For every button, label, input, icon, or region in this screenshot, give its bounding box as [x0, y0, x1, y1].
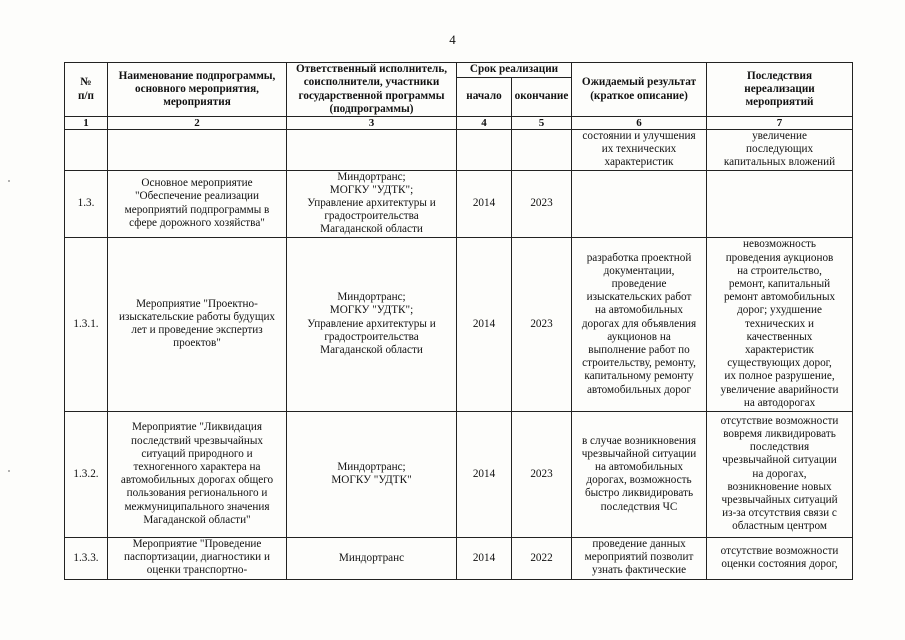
row-consequences — [707, 170, 853, 237]
row-num: 1.3.1. — [65, 237, 108, 411]
row-result: состоянии и улучшения их технических характеристик — [572, 130, 707, 171]
column-number: 3 — [287, 117, 457, 130]
table-row — [65, 237, 853, 411]
row-result: в случае возникновения чрезвычайной ситуации на автомобильных дорогах, возможность быстро ликвидировать последствия ЧС — [572, 411, 707, 537]
row-start: 2014 — [457, 237, 512, 411]
column-number: 6 — [572, 117, 707, 130]
column-number: 2 — [108, 117, 287, 130]
row-consequences: увеличение последующих капитальных вложений — [707, 130, 853, 171]
row-num — [65, 130, 108, 171]
row-num: 1.3. — [65, 170, 108, 237]
row-start: 2014 — [457, 170, 512, 237]
row-num: 1.3.2. — [65, 411, 108, 537]
header-end: окончание — [512, 78, 572, 117]
table-row — [65, 537, 853, 579]
row-num: 1.3.3. — [65, 537, 108, 579]
row-consequences: невозможность проведения аукционов на строительство, ремонт, капитальный ремонт автомобильных дорог; ухудшение технических и качественных характеристик существующих дорог, их полное разрушение, увеличение аварийности на автодорогах — [707, 237, 853, 411]
row-end — [512, 130, 572, 171]
table-row — [65, 170, 853, 237]
row-executor: Миндортранс; МОГКУ "УДТК" — [287, 411, 457, 537]
row-consequences: отсутствие возможности оценки состояния дорог, — [707, 537, 853, 579]
header-result: Ожидаемый результат (краткое описание) — [572, 63, 707, 117]
scan-speck — [8, 180, 10, 182]
row-name: Мероприятие "Проектно- изыскательские работы будущих лет и проведение экспертиз проектов" — [108, 237, 287, 411]
program-table — [64, 62, 853, 580]
header-executor: Ответственный исполнитель, соисполнители, участники государственной программы (подпрограммы) — [287, 63, 457, 117]
row-end: 2023 — [512, 237, 572, 411]
row-executor — [287, 130, 457, 171]
header-start: начало — [457, 78, 512, 117]
column-number: 4 — [457, 117, 512, 130]
header-term: Срок реализации — [457, 63, 572, 78]
row-end: 2022 — [512, 537, 572, 579]
column-number: 5 — [512, 117, 572, 130]
row-name: Мероприятие "Проведение паспортизации, диагностики и оценки транспортно- — [108, 537, 287, 579]
table-header-row — [65, 63, 853, 78]
column-number: 7 — [707, 117, 853, 130]
row-result: проведение данных мероприятий позволит узнать фактические — [572, 537, 707, 579]
header-name: Наименование подпрограммы, основного мероприятия, мероприятия — [108, 63, 287, 117]
scan-speck — [8, 470, 10, 472]
column-number-row — [65, 117, 853, 130]
row-start — [457, 130, 512, 171]
row-executor: Миндортранс; МОГКУ "УДТК"; Управление архитектуры и градостроительства Магаданской области — [287, 237, 457, 411]
row-result: разработка проектной документации, проведение изыскательских работ на автомобильных дорогах для объявления аукционов на выполнение работ по строительству, ремонту, капитальному ремонту автомобильных дорог — [572, 237, 707, 411]
row-name: Мероприятие "Ликвидация последствий чрезвычайных ситуаций природного и техногенного характера на автомобильных дорогах общего пользования регионального и межмуниципального значения Магаданской области" — [108, 411, 287, 537]
table-row — [65, 411, 853, 537]
row-consequences: отсутствие возможности вовремя ликвидировать последствия чрезвычайной ситуации на дорогах, возникновение новых чрезвычайных ситуаций из-за отсутствия связи с областным центром — [707, 411, 853, 537]
row-executor: Миндортранс; МОГКУ "УДТК"; Управление архитектуры и градостроительства Магаданской области — [287, 170, 457, 237]
row-result — [572, 170, 707, 237]
header-consequences: Последствия нереализации мероприятий — [707, 63, 853, 117]
row-start: 2014 — [457, 411, 512, 537]
row-executor: Миндортранс — [287, 537, 457, 579]
header-num: № п/п — [65, 63, 108, 117]
row-end: 2023 — [512, 170, 572, 237]
row-start: 2014 — [457, 537, 512, 579]
table-row — [65, 130, 853, 171]
page-number: 4 — [449, 32, 456, 47]
row-name — [108, 130, 287, 171]
row-end: 2023 — [512, 411, 572, 537]
row-name: Основное мероприятие "Обеспечение реализации мероприятий подпрограммы в сфере дорожного хозяйства" — [108, 170, 287, 237]
column-number: 1 — [65, 117, 108, 130]
